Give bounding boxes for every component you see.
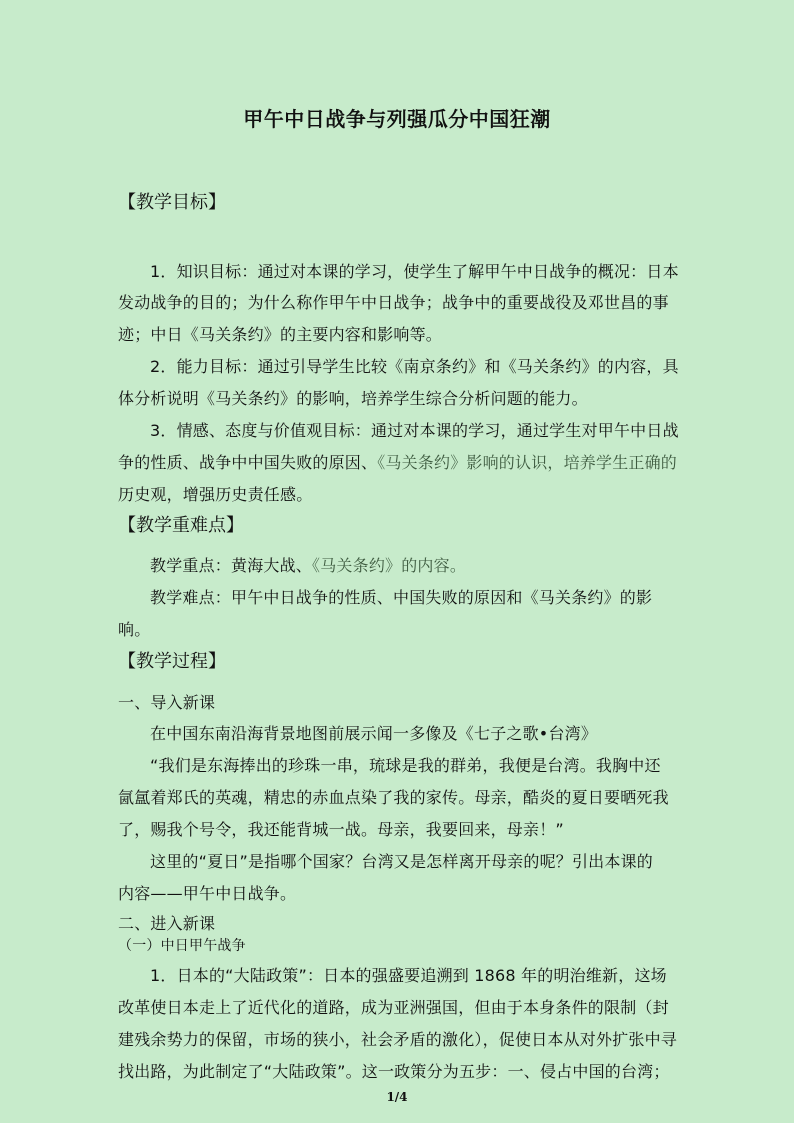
- key-points-heading: 【教学重难点】: [118, 515, 244, 536]
- objectives-heading: 【教学目标】: [118, 192, 226, 213]
- subsection-heading: （一）中日甲午战争: [118, 938, 246, 954]
- objective-3-line-2a: 争的性质、战争中中国失败的原因、: [118, 453, 378, 472]
- policy-line-4: 找出路，为此制定了“大陆政策”。这一政策分为五步：一、侵占中国的台湾；: [118, 1062, 670, 1081]
- intro-line-2: “我们是东海捧出的珍珠一串，琉球是我的群弟，我便是台湾。我胸中还: [150, 756, 661, 775]
- objective-1-line-3: 迹；中日《马关条约》的主要内容和影响等。: [118, 325, 443, 344]
- objective-2-line-2: 体分析说明《马关条约》的影响，培养学生综合分析问题的能力。: [118, 389, 588, 408]
- intro-line-3: 氤氲着郑氏的英魂，精忠的赤血点染了我的家传。母亲，酷炎的夏日要晒死我: [118, 788, 669, 807]
- objective-3-line-2b: 《马关条约》影响的认识，培养学生正确的: [377, 453, 678, 472]
- new-lesson-heading: 二、进入新课: [118, 914, 216, 933]
- intro-line-6: 内容——甲午中日战争。: [118, 884, 297, 903]
- difficult-point-line-1: 教学难点：甲午中日战争的性质、中国失败的原因和《马关条约》的影: [150, 588, 653, 607]
- objective-3-line-3: 历史观，增强历史责任感。: [118, 485, 313, 504]
- policy-line-1: 1．日本的“大陆政策”：日本的强盛要追溯到 1868 年的明治维新，这场: [150, 966, 667, 985]
- objective-1-line-1: 1．知识目标：通过对本课的学习，使学生了解甲午中日战争的概况：日本: [150, 262, 679, 281]
- intro-heading: 一、导入新课: [118, 693, 216, 712]
- intro-line-4: 了，赐我个号令，我还能背城一战。母亲，我要回来，母亲！”: [118, 820, 564, 839]
- objective-2-line-1: 2．能力目标：通过引导学生比较《南京条约》和《马关条约》的内容，具: [150, 357, 679, 376]
- document-title: 甲午中日战争与列强瓜分中国狂潮: [243, 107, 551, 131]
- process-heading: 【教学过程】: [118, 651, 226, 672]
- key-point-b: 《马关条约》的内容。: [312, 556, 467, 575]
- key-point-a: 教学重点：黄海大战、: [150, 556, 313, 575]
- key-point: [150, 553, 466, 576]
- difficult-point-line-2: 响。: [118, 620, 151, 639]
- page-number: 1/4: [386, 1090, 408, 1104]
- intro-line-5: 这里的“夏日”是指哪个国家？台湾又是怎样离开母亲的呢？引出本课的: [150, 852, 653, 871]
- objective-3-line-2: [118, 450, 677, 473]
- policy-line-2: 改革使日本走上了近代化的道路，成为亚洲强国，但由于本身条件的限制（封: [118, 998, 669, 1017]
- objective-3-line-1: 3．情感、态度与价值观目标：通过对本课的学习，通过学生对甲午中日战: [150, 421, 679, 440]
- intro-line-1: 在中国东南沿海背景地图前展示闻一多像及《七子之歌•台湾》: [150, 724, 598, 743]
- objective-1-line-2: 发动战争的目的；为什么称作甲午中日战争；战争中的重要战役及邓世昌的事: [118, 293, 669, 312]
- policy-line-3: 建残余势力的保留，市场的狭小，社会矛盾的激化），促使日本从对外扩张中寻: [118, 1030, 678, 1049]
